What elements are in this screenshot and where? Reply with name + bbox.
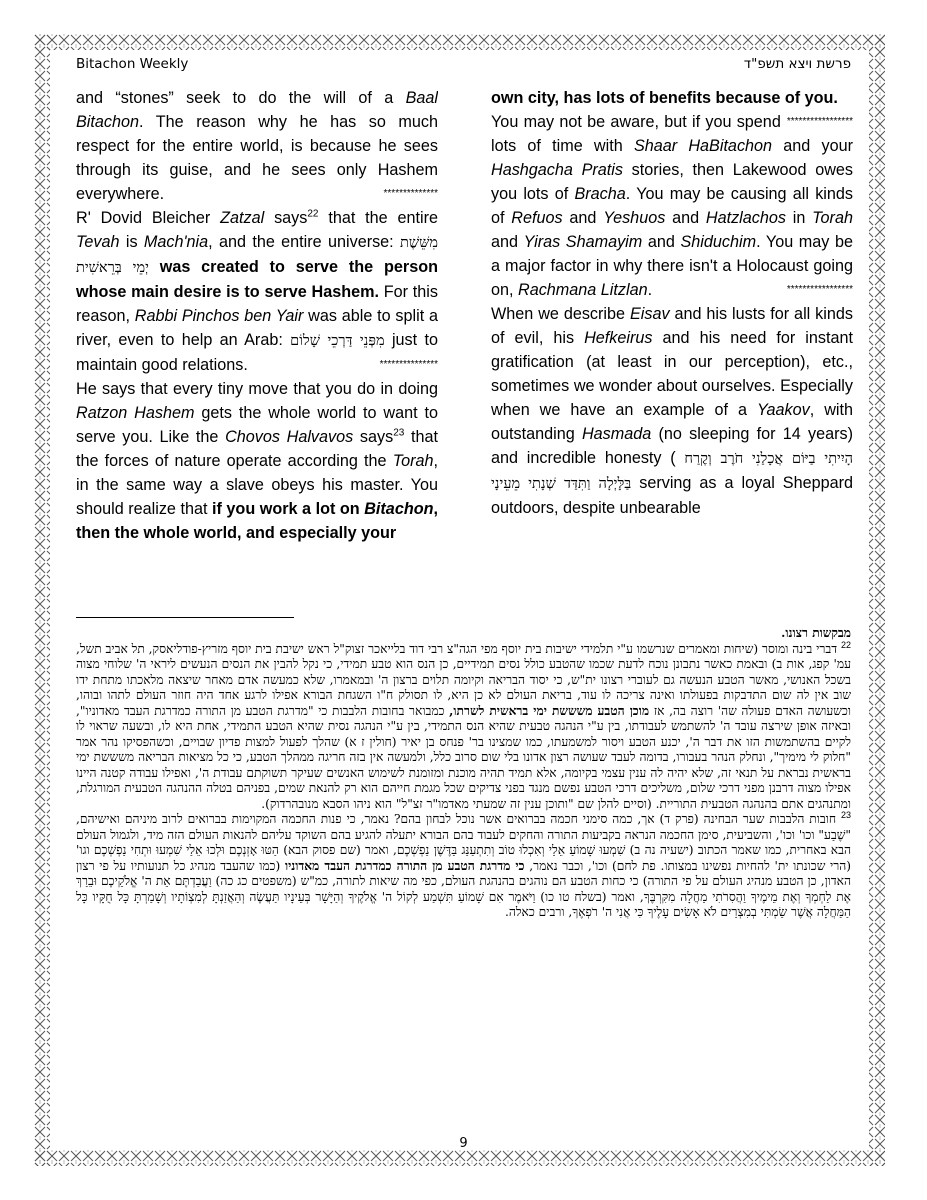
paragraph: R' Dovid Bleicher Zatzal says$^{22}$ that the entire Tevah is Mach'nia, and the entire universe: מִשֵּׁשֶׁת יְמֵי בְּרֵאשִׁית was created to serve the person whose main desire is to serve Hashem. For this reason, Rabbi Pinchos ben Yair was able to split a river, even to help an Arab: מִפְּנֵי דַּרְכֵי שָׁלוֹם just to maintain good relations. *************** — [76, 206, 438, 377]
paragraph: He says that every tiny move that you do in doing Ratzon Hashem gets the whole world to want to serve you. Like the Chovos Halvavos says$^{23}$ that the forces of nature operate according the Torah, in the same way a slave obeys his master. You should realize that if you work a lot on Bitachon, then the whole world, and especially your — [76, 380, 438, 542]
separator-stars: ************** — [383, 188, 438, 199]
separator-stars: ***************** — [786, 284, 853, 295]
paragraph: own city, has lots of benefits because of you. ***************** — [491, 86, 853, 110]
footnote-23: $^{23}$ חובות הלבבות שער הבחינה (פרק ד) אך, כמה סימני חכמה בברואים אשר נוכל לבחון בהם? נאמר, כי פנות החכמה המקוימות בברואים לרוב מיניהם ואישיהם, "שֶׁבַע" וכו' וכו', והשביעית, סימן החכמה הנראה בקביעות התורה והחקים לעבוד בהם הבורא יתעלה להגיע בהם השוקד עליהם להנאות העולם הזה מיד, ולגמול העולם הבא באחרית, כמו שאמר הכתוב (ישעיה נה ב) שִׁמְעוּ שָׁמוֹעַ אֵלַי וְאִכְלוּ טוֹב וְתִתְעַנַּג בַּדֶּשֶׁן נַפְשְׁכֶם, ואמר (שם פסוק הבא) הַטּוּ אָזְנְכֶם וּלְכוּ אֵלַי שִׁמְעוּ וּתְחִי נַפְשְׁכֶם וגו' (הרי שכונתו ית' להחיות נפשינו במצותו. פת לחם) וכו', וכבר נאמר, כי מדרגת הטבע מן התורה כמדרגת העבד מאדוניו (כמו שהעבד מנהיג כל תנועותיו על פי רצון האדון, כן הטבע מנהיג העולם על פי התורה) כי כחות הטבע הם נוהגים בהנהגת העולם, כפי מה שיאות לתורה, כמ"ש (משפטים כג כה) וַעֲבַדְתֶּם אֵת ה' אֱלֹקֵיכֶם וּבֵרַךְ אֶת לַחְמְךָ וְאֶת מֵימֶיךָ וַהֲסִרֹתִי מַחֲלָה מִקִּרְבֶּךָ, ואמר (בשלח טו כו) וַיֹּאמֶר אִם שָׁמוֹעַ תִּשְׁמַע לְקוֹל ה' אֱלֹקֶיךָ וְהַיָּשָׁר בְּעֵינָיו תַּעֲשֶׂה וְהַאֲזַנְתָּ לְמִצְוֹתָיו וְשָׁמַרְתָּ כָּל חֻקָּיו כָּל הַמַּחֲלָה אֲשֶׁר שַׂמְתִּי בְמִצְרַיִם לֹא אָשִׂים עָלֶיךָ כִּי אֲנִי ה' רֹפְאֶךָ, ורבים כאלה. — [76, 809, 851, 919]
footnote-continuation: מבקשות רצונו. — [781, 626, 851, 640]
footnote-22: $^{22}$ דברי בינה ומוסר (שיחות ומאמרים שנרשמו ע"י תלמידי ישיבות בית יוסף מפי הגה"צ רבי דוד בלייאכר זצוק"ל ראש ישיבת בית יוסף מזריץ-פודליאסק, תל אביב תשל, עמ' קפג, אות ב) ובאמת כאשר נתבונן נוכח לדעת שכמו שהטבע כולל נסים תמידיים, כן הנס הוא טבע תמידי, כי נקל להבין את הנסים הנעשים ליראי ה' שלוחי מצוה בשכל האנושי, מאשר הטבע הנעשה גם לעוברי רצונו ית"ש, כי יסוד הבריאה וקיומה תלוים ברצון ה' ובמאמרו, שלא כמעשה אדם מאחר שיצאה מלאכתו מתחת ידו שוב אין לה שום התדבקות בפעולתו ואינה צריכה לו עוד, בריאת העולם לא כן היא, לו תסולק ח"ו השגחת הבורא אפילו לרגע אחד היה חוזר העולם לתהו ובוהו, וכשעושה האדם פעולה שה' רוצה בה, אז מוכן הטבע משששת ימי בראשית לשרתו, כמבואר בחובות הלבבות כי "מדרגת הטבע מן התורה כמדרגת העבד מאדוניו", ובאיזה אופן שירצה עובד ה' להשתמש לעבודתו, בין ע"י הנהגה טבעית שהיא הנס התמידי, בין ע"י הנהגה נסית שהיא הטבע התמידי, אחת היא לו, ובשעה שראוי לו לקיים בהשתמשות הזו את דבר ה', יכנע הטבע ויסור למשמעתו, כמו שמצינו בר' פנחס בן יאיר (חולין ז א) שהלך לפעול למצות פדיון שבויים, וכשהפסיקו נהר אמר "חלוק לי מימיך", ונחלק הנהר בעבורו, בדומה לעבד שעושה רצון אדונו בלי שום סרוב כלל, ולמעשה אין בזה חריגה ממהלך הטבע, כי כל מציאות הבריאה משששת ימי בראשית נבראת על תנאי זה, שלא יהיה לה ענין עצמי בקיומה, אלא תמיד תהיה מוכנת ומזומנת לשימוש האנשים שעיקר תשוקתם עבודת ה', ואפילו עבודה קטנה היינו אפילו מצוה דרבנן מפני דרכי שלום, משליכים דרכי הטבע נפשם מנגד בפני צדיקים שכל מגמת חייהם הוא רק להנאת שמים, בפניהם בטלה ההנהגה הטבעית המורגלת, ומתנהגים אתם בהנהגה הטבעית התוריית. (וסיים להלן שם "ותוכן ענין זה שמעתי מאדמו"ר זצ"ל" הוא ניהו הסבא מנובהרדוק). — [76, 639, 851, 811]
paragraph: When we describe Eisav and his lusts for all kinds of evil, his Hefkeirus and his need for instant gratification (at least in our perception), etc., sometimes we wonder about ourselves. Especially when we have an example of a Yaakov, with outstanding Hasmada (no sleeping for 14 years) and incredible honesty ( הָיִיתִי בַיּוֹם אֲכָלַנִי חֹרֶב וְקֶרַח בַּלָּיְלָה וַתִּדַּד שְׁנָתִי מֵעֵינָי serving as a loyal Sheppard outdoors, despite unbearable — [491, 305, 853, 517]
footnote-ref-22: 22 — [307, 208, 319, 220]
footnotes-section — [76, 626, 851, 1136]
page-number: 9 — [459, 1136, 468, 1151]
paragraph: You may not be aware, but if you spend lots of time with Shaar HaBitachon and your Hashgacha Pratis stories, then Lakewood owes you lots of Bracha. You may be causing all kinds of Refuos and Yeshuos and Hatzlachos in Torah and Yiras Shamayim and Shiduchim. You may be a major factor in why there isn't a Holocaust going on, Rachmana Litzlan. ***************** — [491, 110, 853, 302]
separator-stars: ***************** — [786, 116, 853, 127]
footnote-separator-line — [76, 617, 294, 618]
left-column — [76, 86, 438, 601]
separator-stars: *************** — [379, 359, 438, 370]
publication-title: Bitachon Weekly — [76, 56, 189, 72]
right-column — [491, 86, 853, 601]
page-header — [76, 56, 851, 76]
footnote-ref-23: 23 — [393, 427, 405, 439]
paragraph: and “stones” seek to do the will of a Baal Bitachon. The reason why he has so much respect for the entire world, is because he sees through its guise, and he sees only Hashem everywhere. ************** — [76, 86, 438, 206]
parsha-title: פרשת ויצא תשפ"ד — [743, 56, 851, 72]
